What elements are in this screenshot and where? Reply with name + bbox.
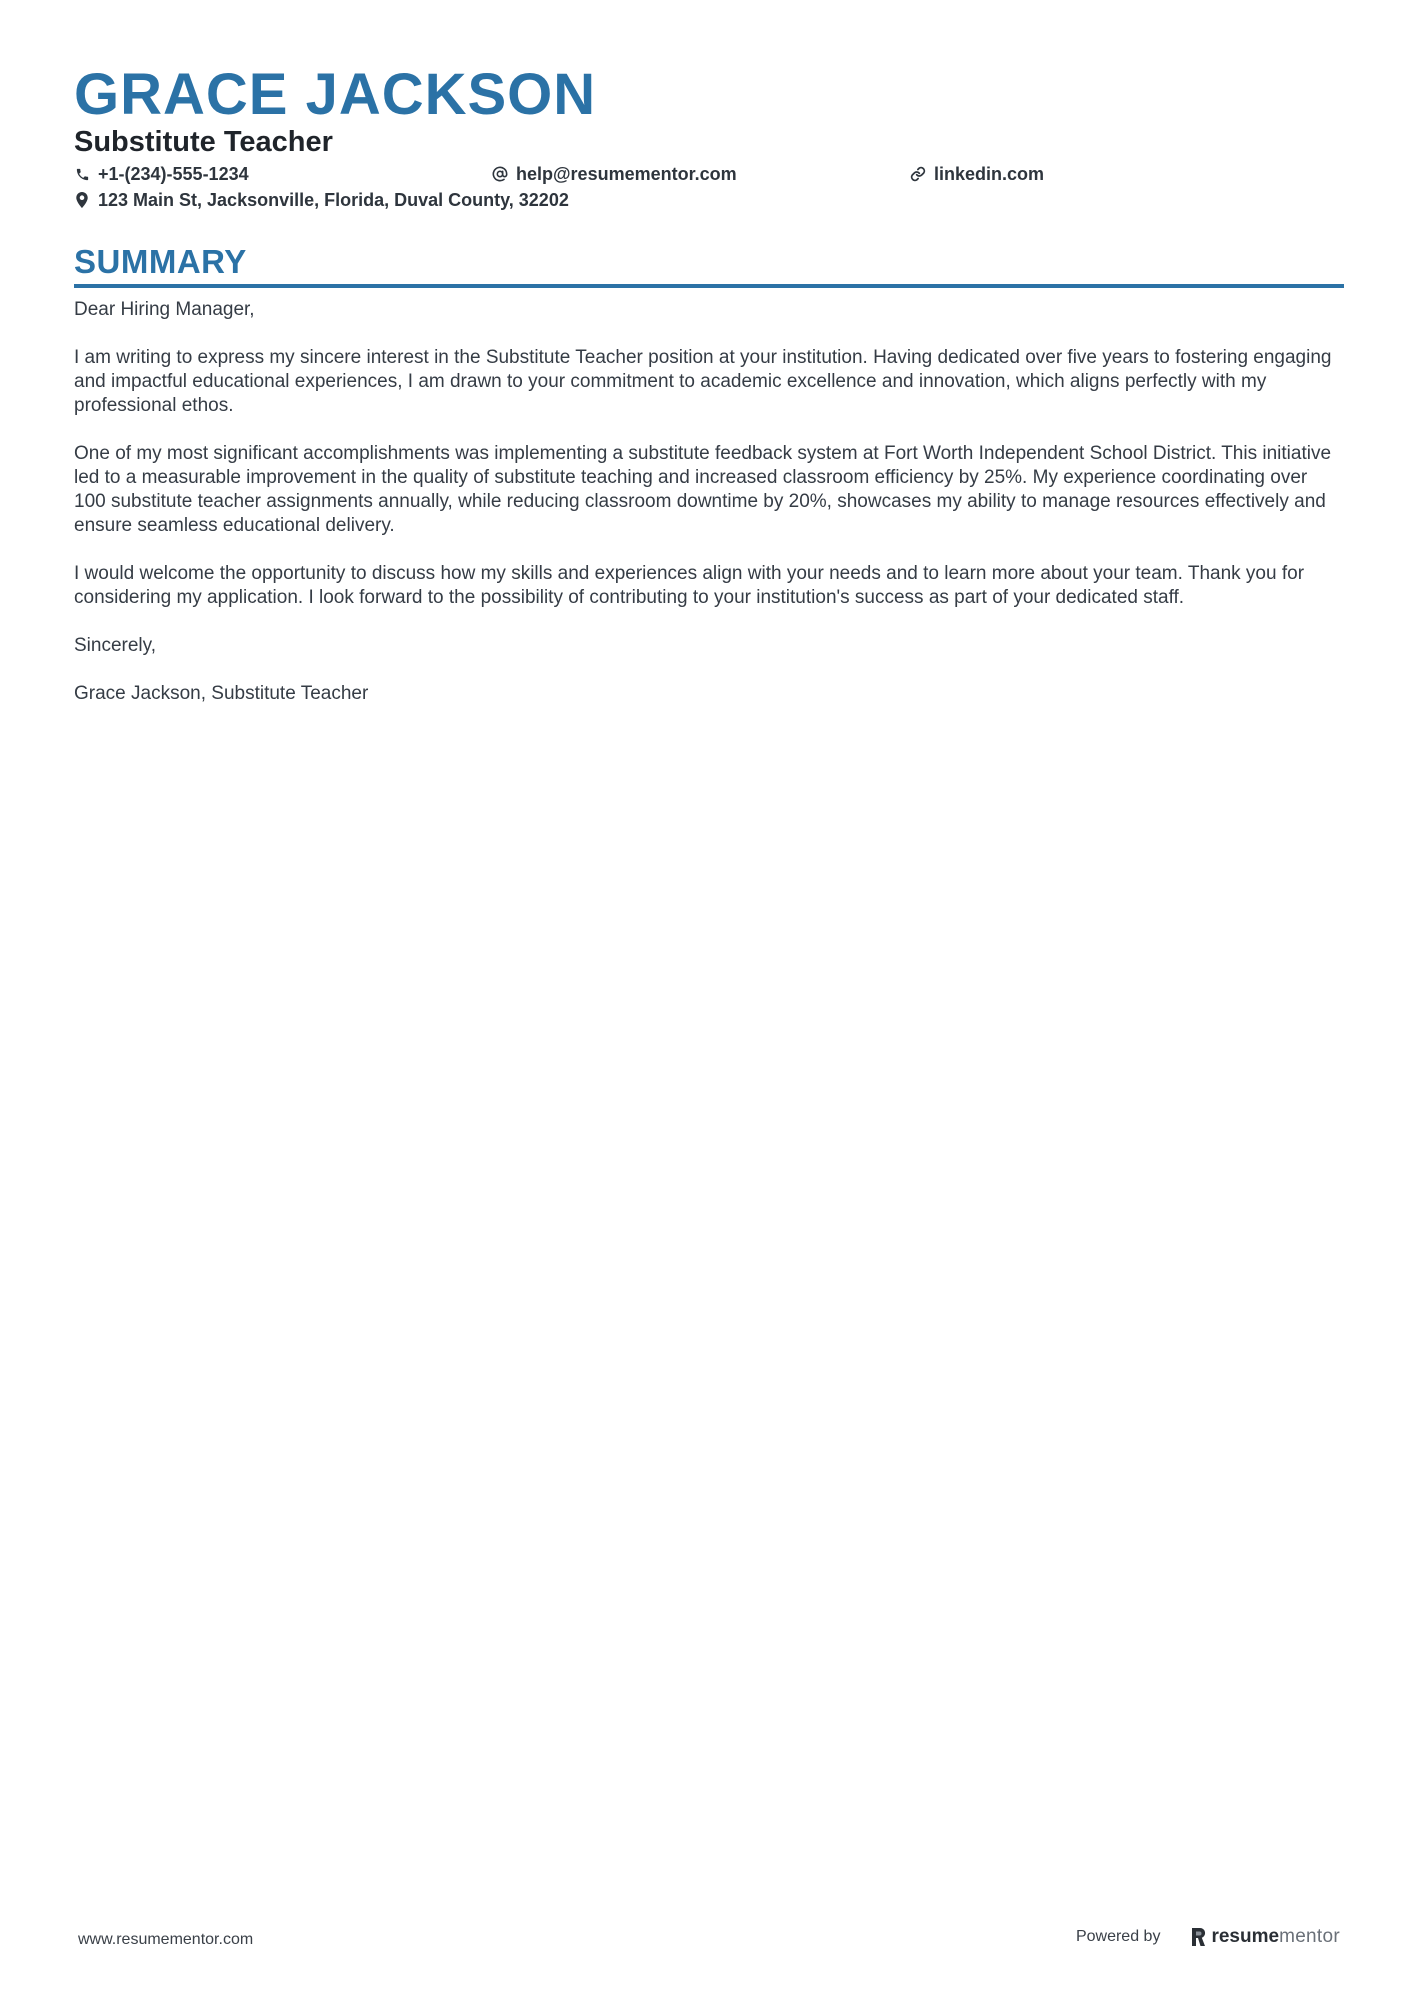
footer-website[interactable]: www.resumementor.com	[78, 1931, 254, 1948]
map-pin-icon	[74, 192, 90, 208]
sign-off: Sincerely,	[74, 635, 157, 656]
at-sign-icon	[492, 166, 508, 182]
brand-name-light: mentor	[1279, 1926, 1340, 1947]
link-icon	[910, 166, 926, 182]
candidate-name: GRACE JACKSON	[74, 62, 597, 127]
summary-body	[74, 298, 1344, 730]
salutation: Dear Hiring Manager,	[74, 299, 255, 320]
contact-phone	[74, 162, 249, 186]
powered-by-label: Powered by	[1075, 1928, 1161, 1945]
linkedin-text: linkedin.com	[934, 164, 1045, 184]
paragraph-closing: I would welcome the opportunity to discuss how my skills and experiences align with your needs and to learn more about your team. Thank you for considering my application. I look forward to the possibility of contributing to your institution's success as part of your dedicated staff.	[74, 563, 1305, 608]
job-title: Substitute Teacher	[74, 126, 333, 158]
footer-branding	[1076, 1926, 1340, 1948]
phone-icon	[74, 166, 90, 182]
signature: Grace Jackson, Substitute Teacher	[74, 683, 369, 704]
address-text: 123 Main St, Jacksonville, Florida, Duval County, 32202	[98, 190, 569, 210]
contact-email[interactable]	[492, 162, 737, 186]
brand-logo[interactable]	[1190, 1926, 1340, 1948]
paragraph-intro: I am writing to express my sincere interest in the Substitute Teacher position at your institution. Having dedicated over five years to fostering engaging and impactful educational experiences, I am drawn to your commitment to academic excellence and innovation, which aligns perfectly with my professional ethos.	[74, 347, 1332, 416]
email-text: help@resumementor.com	[516, 164, 737, 184]
contact-address	[74, 188, 569, 212]
section-title-summary: SUMMARY	[74, 243, 247, 280]
resumementor-logo-icon	[1190, 1927, 1206, 1947]
paragraph-accomplishments: One of my most significant accomplishments was implementing a substitute feedback system at Fort Worth Independent School District. This initiative led to a measurable improvement in the quality of substitute teaching and increased classroom efficiency by 25%. My experience coordinating over 100 substitute teacher assignments annually, while reducing classroom downtime by 20%, showcases my ability to manage resources effectively and ensure seamless educational delivery.	[74, 443, 1332, 536]
brand-name-bold: resume	[1211, 1926, 1280, 1947]
phone-text: +1-(234)-555-1234	[98, 164, 249, 184]
section-divider	[74, 284, 1344, 288]
contact-linkedin[interactable]	[910, 162, 1044, 186]
